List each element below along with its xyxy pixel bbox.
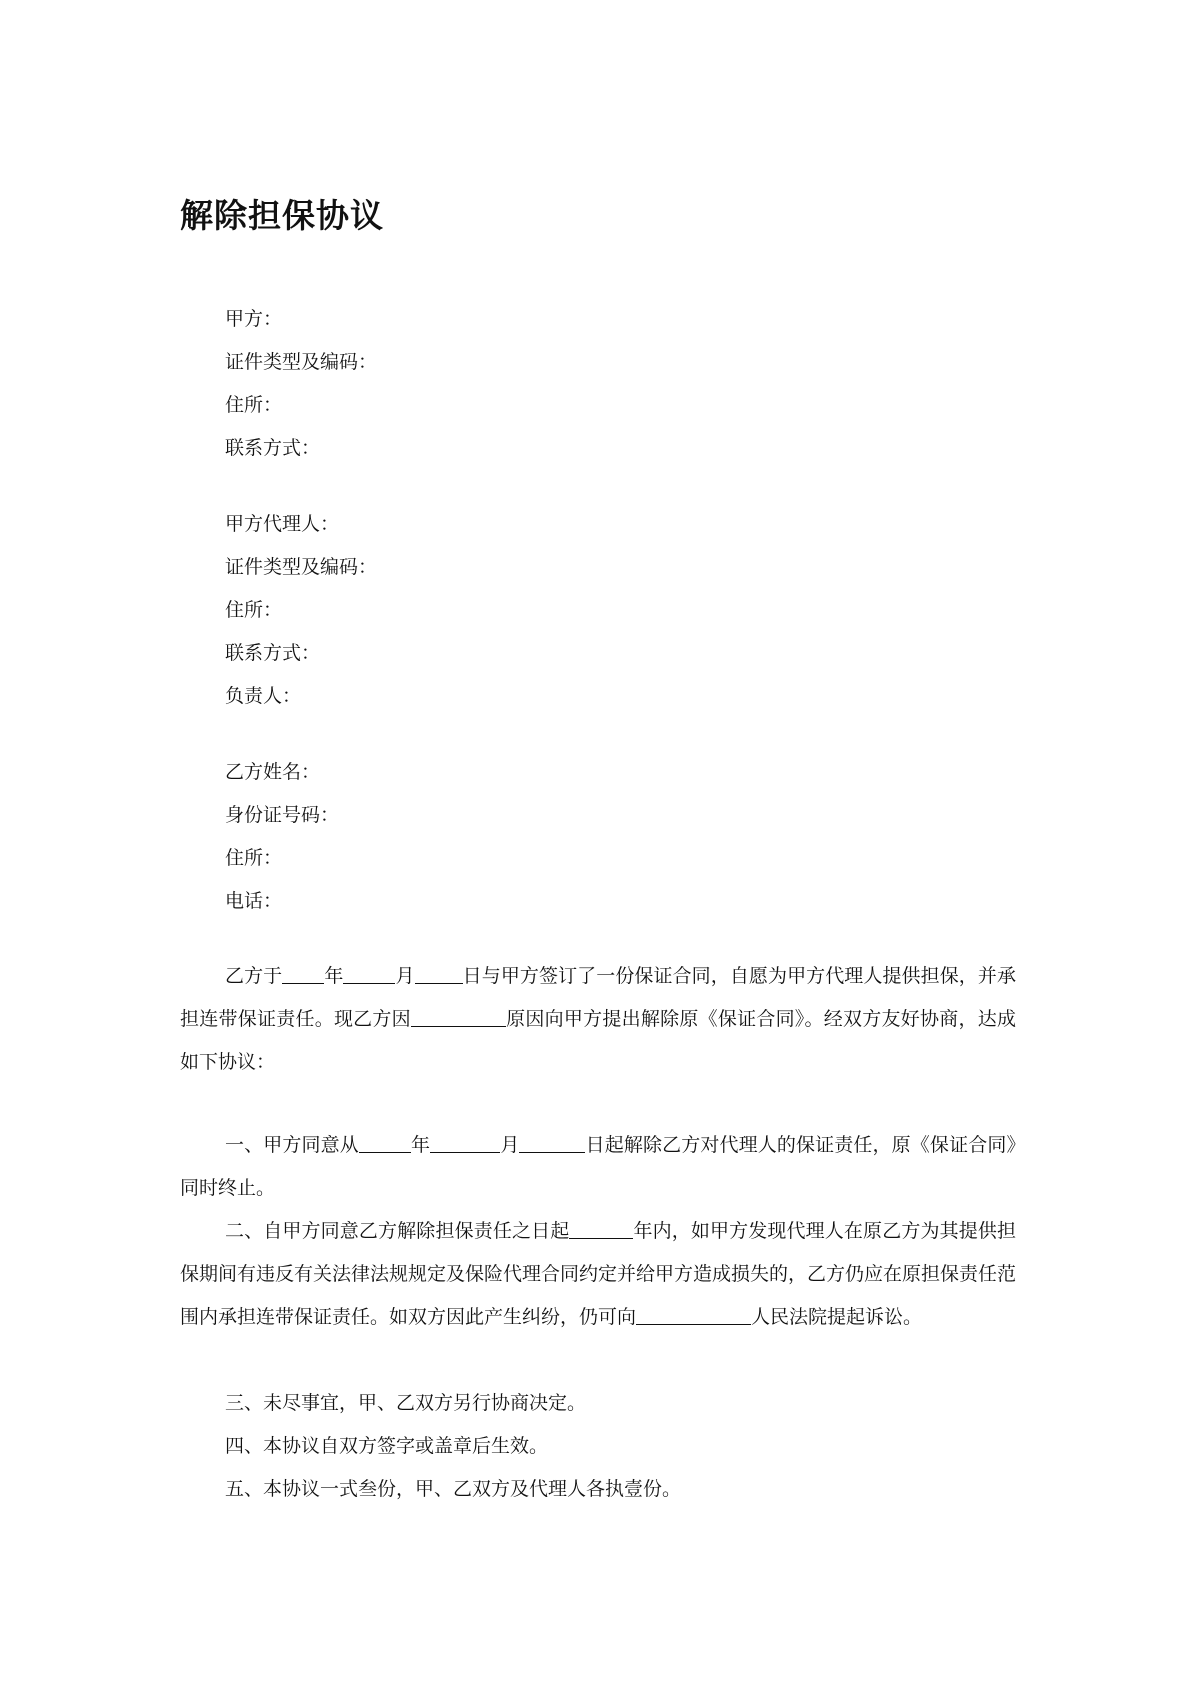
release-day-blank (519, 1132, 585, 1153)
sign-year-blank (282, 963, 324, 984)
party-b-address-label: 住所： (225, 847, 283, 869)
party-a-address-label: 住所： (225, 394, 283, 416)
party-b-name-label: 乙方姓名： (225, 761, 321, 783)
clause-5: 五、本协议一式叁份，甲、乙双方及代理人各执壹份。 (225, 1478, 682, 1500)
intro-paragraph (180, 955, 1016, 1084)
party-a-id-label: 证件类型及编码： (225, 351, 378, 373)
intro-text: 月 (395, 965, 415, 987)
clause-1 (180, 1124, 1016, 1210)
clause-1-text: 一、甲方同意从 (225, 1134, 359, 1156)
court-blank (636, 1304, 751, 1325)
document-title: 解除担保协议 (180, 196, 384, 235)
reason-blank (411, 1006, 506, 1027)
clause-2-text: 年内，如甲方发现代理人在原乙方为其提供担保期间有违反有关法律法规规定及保险代理合同约定并给甲方造成损失的，乙方仍应在原担保责任范围内承担连带保证责任。如双方因此产生纠纷，仍可向 (180, 1220, 1017, 1328)
clause-1-text: 年 (410, 1134, 431, 1156)
party-b-idcard-label: 身份证号码： (225, 804, 340, 826)
release-month-blank (430, 1132, 500, 1153)
party-b-phone-label: 电话： (225, 890, 283, 912)
agent-contact-label: 联系方式： (225, 642, 321, 664)
clause-3: 三、未尽事宜，甲、乙双方另行协商决定。 (225, 1392, 587, 1414)
party-a-name-label: 甲方： (225, 308, 283, 330)
intro-text: 乙方于 (225, 965, 283, 987)
clause-1-text: 日起解除乙方对代理人的保证责任，原《保证合同》同时终止。 (180, 1134, 1016, 1199)
agent-id-label: 证件类型及编码： (225, 556, 378, 578)
release-year-blank (359, 1132, 411, 1153)
agent-name-label: 甲方代理人： (225, 513, 340, 535)
clause-2-text: 二、自甲方同意乙方解除担保责任之日起 (225, 1220, 570, 1242)
party-a-contact-label: 联系方式： (225, 437, 321, 459)
intro-text: 日与甲方签订了一份保证合同，自愿为甲方代理人提供担保，并承担连带保证责任。现乙方因 (180, 965, 1016, 1030)
intro-text: 原因向甲方提出解除原《保证合同》。经双方友好协商，达成如下协议： (180, 1008, 1016, 1073)
clause-4: 四、本协议自双方签字或盖章后生效。 (225, 1435, 549, 1457)
intro-text: 年 (324, 965, 344, 987)
agent-address-label: 住所： (225, 599, 283, 621)
agent-person-label: 负责人： (225, 685, 302, 707)
sign-day-blank (415, 963, 463, 984)
clause-1-text: 月 (500, 1134, 520, 1156)
clause-2 (180, 1210, 1016, 1339)
clause-2-text: 人民法院提起诉讼。 (751, 1306, 923, 1328)
sign-month-blank (343, 963, 395, 984)
liability-years-blank (569, 1218, 633, 1239)
